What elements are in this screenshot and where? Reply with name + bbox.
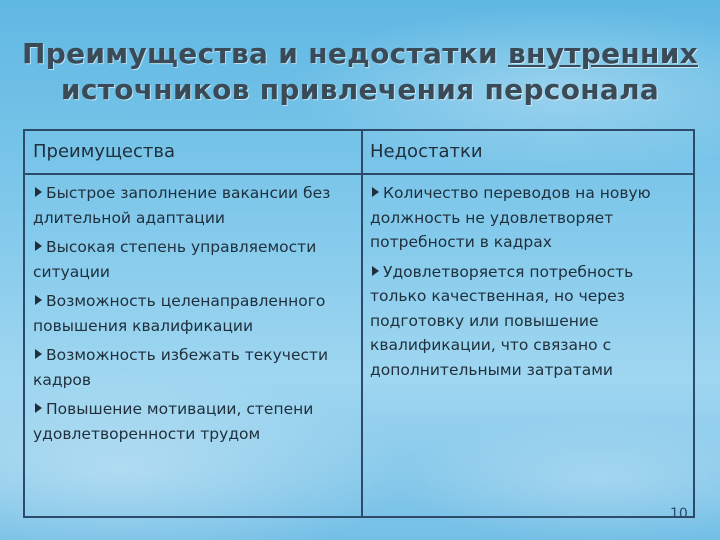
header-disadvantages: Недостатки [370, 141, 483, 162]
list-item-text: Высокая степень управляемости ситуации [33, 238, 317, 281]
triangle-right-icon [372, 187, 379, 197]
triangle-right-icon [372, 266, 379, 276]
title-line-1 [0, 36, 720, 72]
slide-title [0, 36, 720, 108]
list-item [370, 181, 690, 255]
title-underlined-word: внутренних [508, 37, 698, 70]
list-item-text: Возможность целенаправленного повышения квалификации [33, 292, 326, 335]
triangle-right-icon [35, 295, 42, 305]
header-advantages: Преимущества [33, 141, 176, 162]
list-item-text: Количество переводов на новую должность не удовлетворяет потребности в кадрах [370, 184, 651, 251]
triangle-right-icon [35, 187, 42, 197]
disadvantages-column [370, 181, 690, 387]
page-number: 10 [670, 506, 688, 522]
list-item [370, 260, 690, 383]
list-item-text: Повышение мотивации, степени удовлетворенности трудом [33, 400, 314, 443]
list-item [33, 397, 355, 446]
triangle-right-icon [35, 241, 42, 251]
list-item [33, 181, 355, 230]
triangle-right-icon [35, 403, 42, 413]
advantages-column [33, 181, 355, 451]
title-line-2: источников привлечения персонала [60, 73, 660, 106]
list-item [33, 235, 355, 284]
list-item-text: Быстрое заполнение вакансии без длительной адаптации [33, 184, 331, 227]
title-part-1: Преимущества и недостатки [22, 37, 509, 70]
column-divider [361, 131, 363, 516]
list-item-text: Удовлетворяется потребность только качественная, но через подготовку или повышение квалификации, что связано с дополнительными затратами [370, 262, 634, 379]
list-item-text: Возможность избежать текучести кадров [33, 346, 329, 389]
comparison-table [23, 129, 695, 518]
list-item [33, 343, 355, 392]
list-item [33, 289, 355, 338]
triangle-right-icon [35, 349, 42, 359]
